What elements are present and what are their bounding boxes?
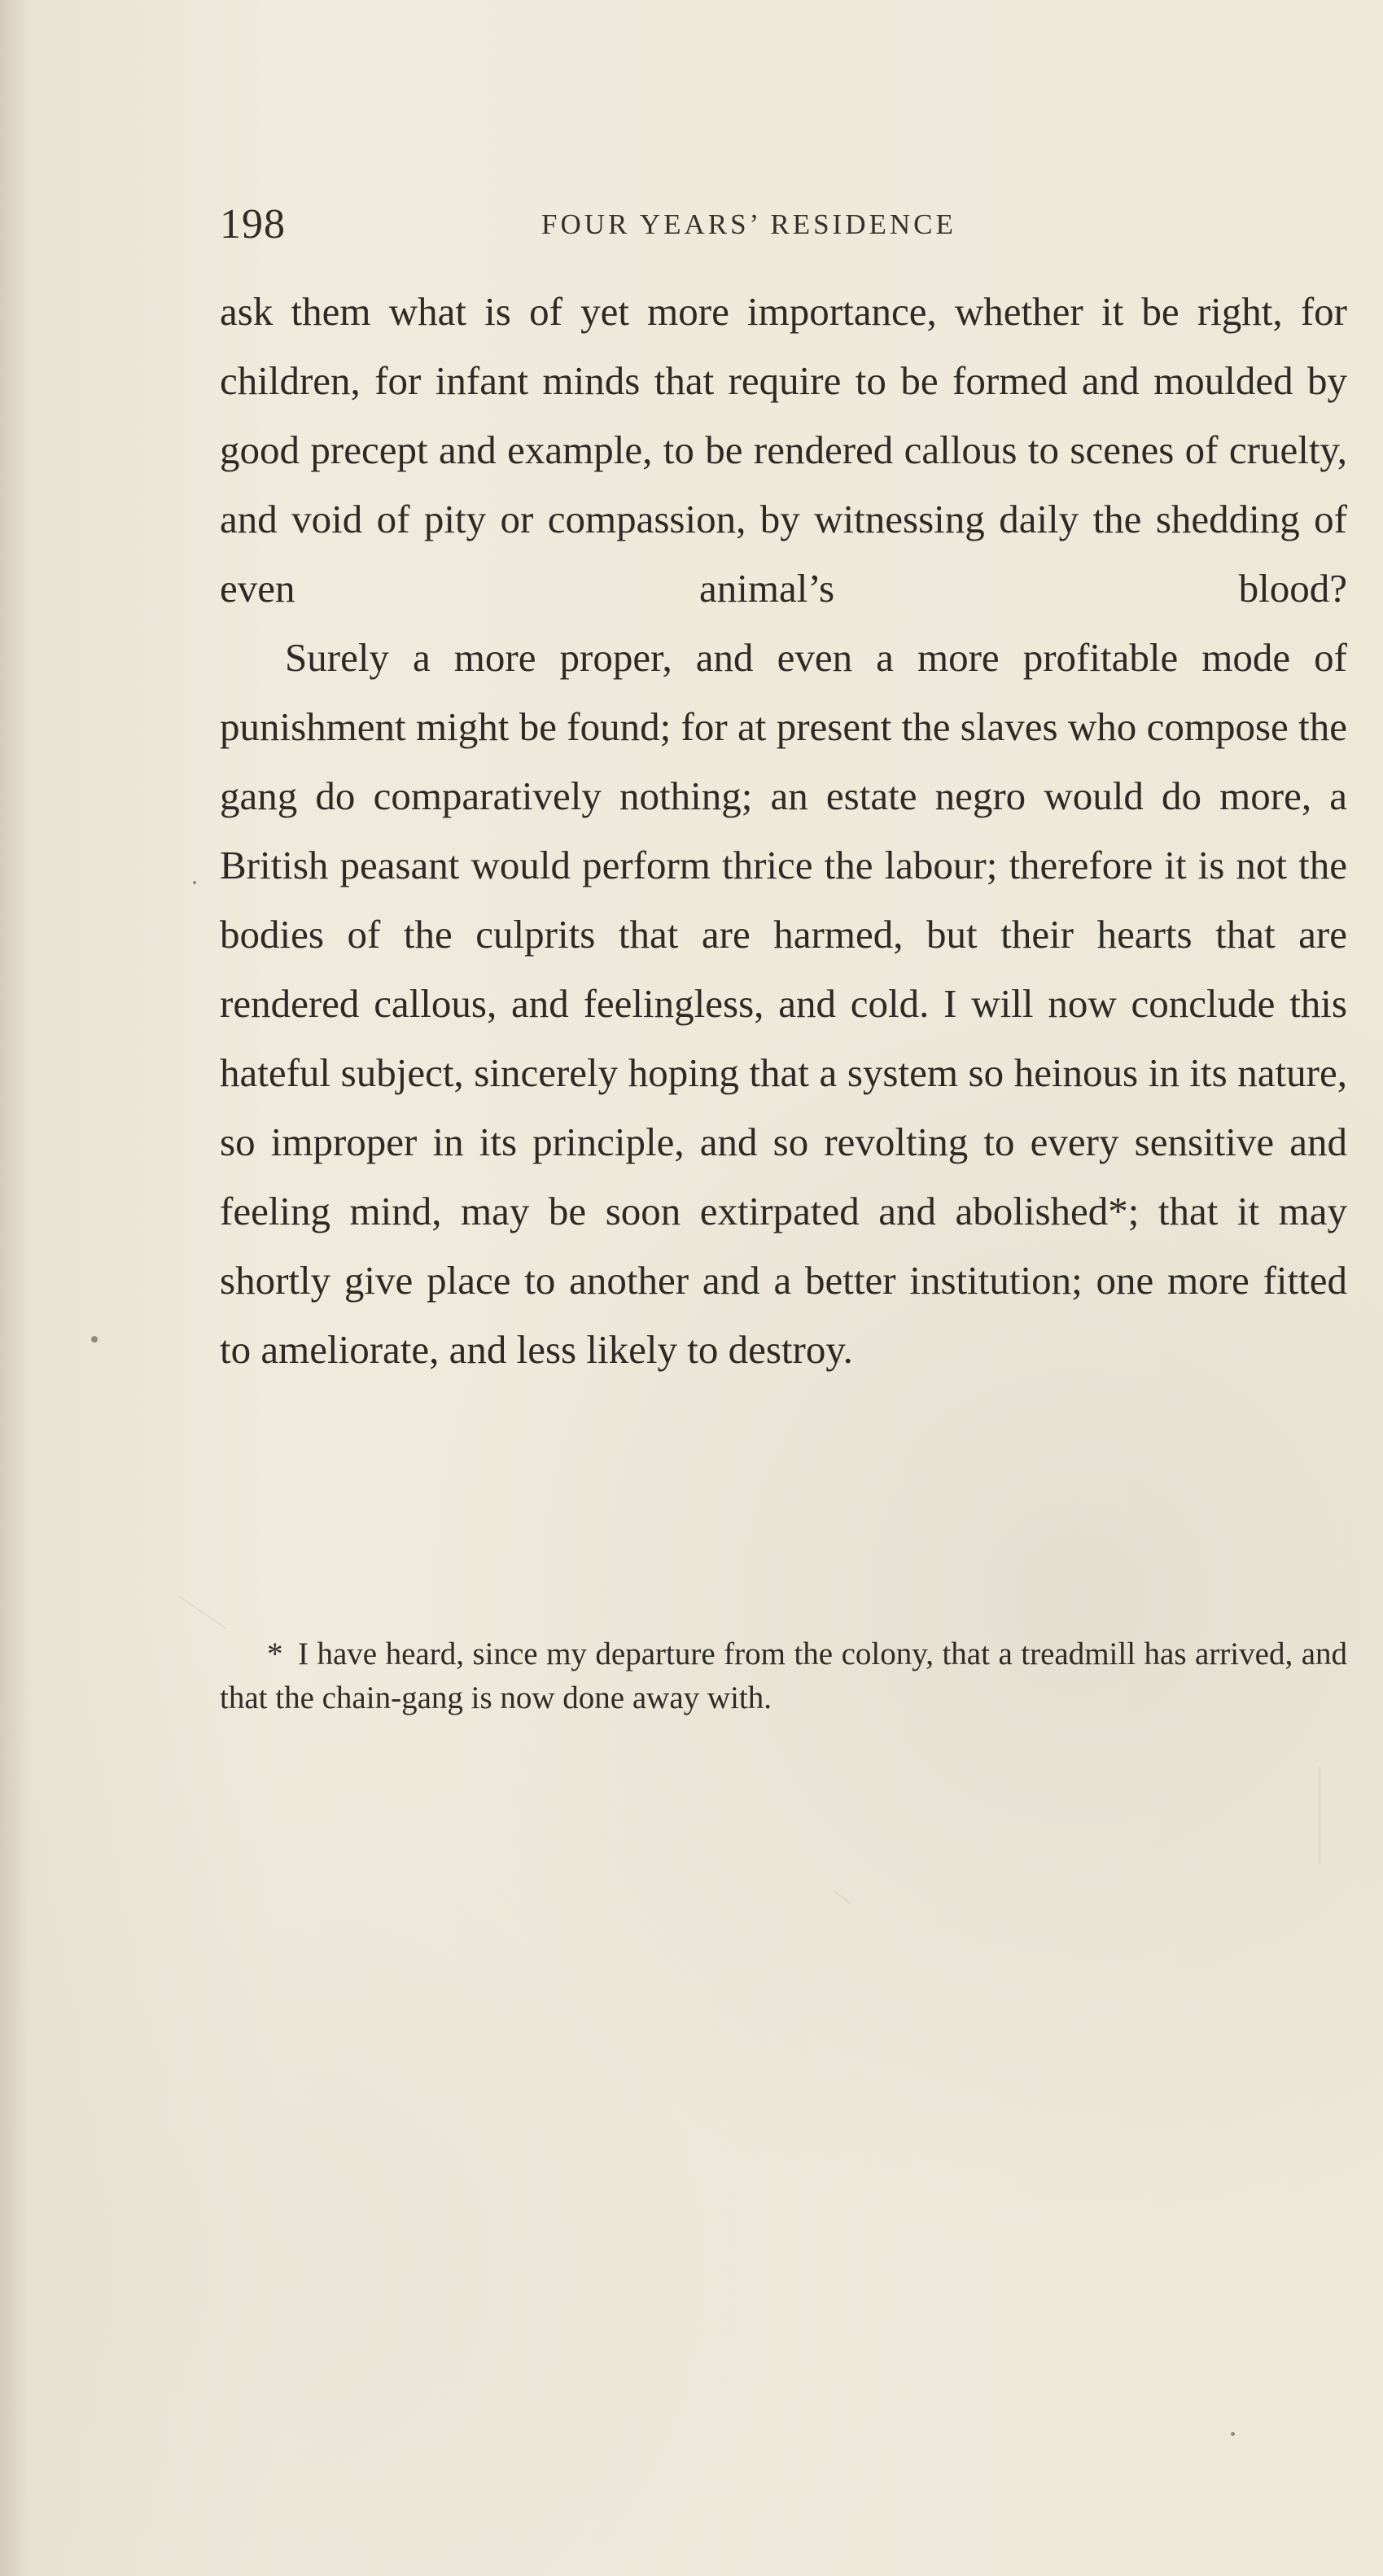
ink-spot [193,881,196,884]
paper-mark [178,1596,226,1629]
paper-mark [1319,1767,1320,1864]
ink-spot [91,1336,98,1343]
ink-spot [1231,2432,1235,2436]
page-number: 198 [220,201,286,248]
main-text [220,277,1347,1384]
paragraph-1: ask them what is of yet more importance, whether it be right, for children, for infant minds that require to be formed and moulded by good precept and example, to be rendered callous to scenes of cruelty, and void of pity or compassion, by witnessing daily the shedding of even animal’s blood? [220,289,1347,611]
running-title: FOUR YEARS’ RESIDENCE [541,208,956,240]
paragraph-2: Surely a more proper, and even a more profitable mode of punishment might be found; for at present the slaves who compose the gang do comparatively nothing; an estate negro would do more, a British peasant would perform thrice the labour; therefore it is not the bodies of the culprits that are harmed, but their hearts that are rendered callous, and feelingless, and cold. I will now conclude this hateful subject, sincerely hoping that a system so heinous in its nature, so improper in its principle, and so revolting to every sensitive and feeling mind, may be soon extirpated and abolished*; that it may shortly give place to another and a better institution; one more fitted to ameliorate, and less likely to destroy. [220,635,1347,1372]
page-header [220,200,1359,257]
footnote-text: I have heard, since my departure from the colony, that a treadmill has arrived, and that the chain-gang is now done away with. [220,1636,1347,1715]
page-gutter-shadow [0,0,29,2576]
footnote-marker: * [267,1636,283,1671]
paper-mark [834,1890,851,1905]
footnote [220,1632,1347,1720]
